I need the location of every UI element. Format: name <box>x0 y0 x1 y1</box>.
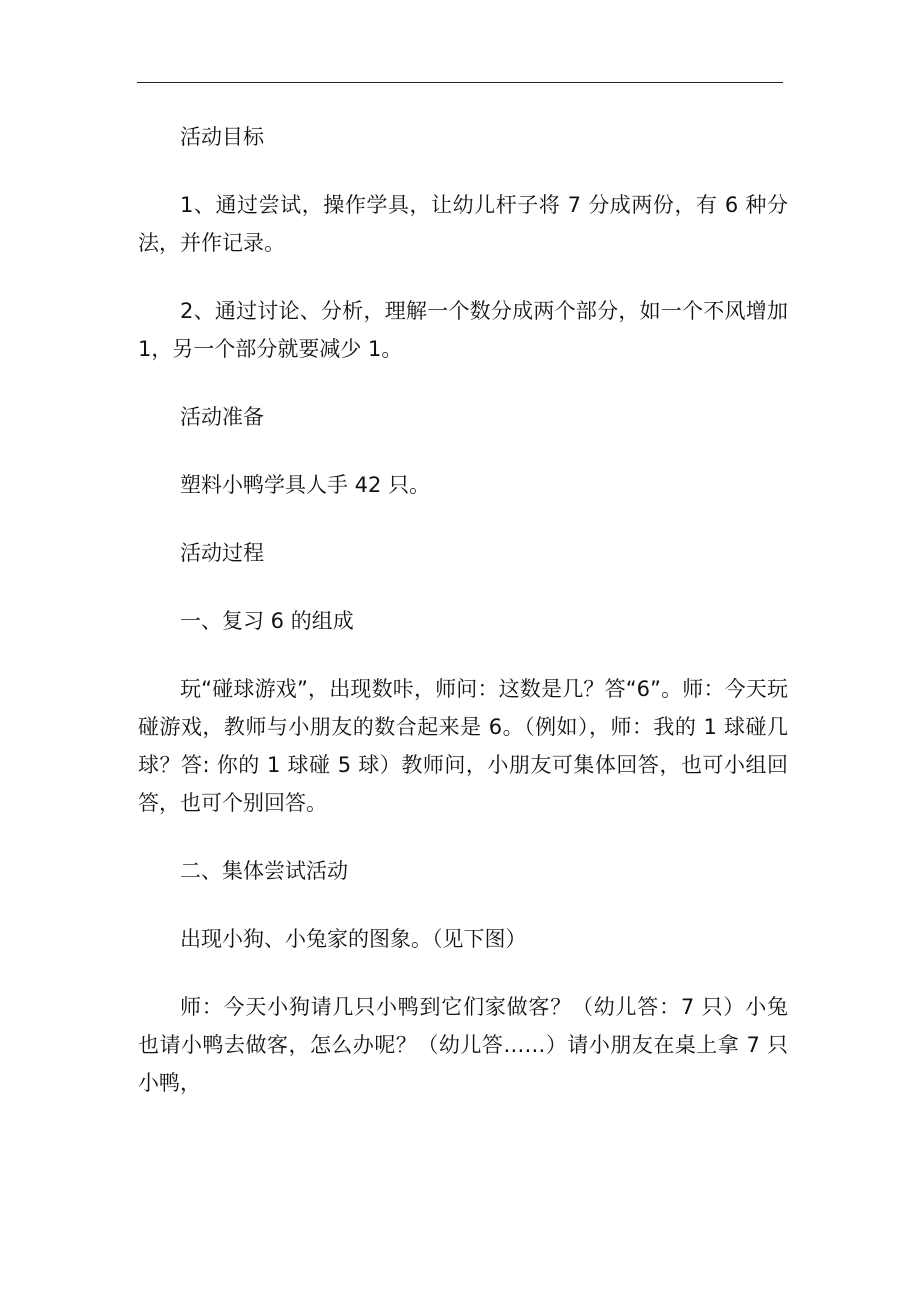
process-step-1-title: 一、复习 6 的组成 <box>180 609 354 633</box>
heading-activity-preparation: 活动准备 <box>180 405 264 429</box>
goal-item-2: 2、通过讨论、分析，理解一个数分成两个部分，如一个不风增加 1，另一个部分就要减少 1。 <box>138 299 788 361</box>
process-step-2-title: 二、集体尝试活动 <box>180 859 348 883</box>
heading-activity-process: 活动过程 <box>180 541 264 565</box>
preparation-text: 塑料小鸭学具人手 42 只。 <box>180 473 431 497</box>
document-body <box>138 118 788 1102</box>
process-step-2-text: 师：今天小狗请几只小鸭到它们家做客？（幼儿答：7 只）小兔也请小鸭去做客，怎么办呢？（幼儿答……）请小朋友在桌上拿 7 只小鸭， <box>138 995 788 1095</box>
heading-activity-goals: 活动目标 <box>180 125 264 149</box>
goal-item-1: 1、通过尝试，操作学具，让幼儿杆子将 7 分成两份，有 6 种分法，并作记录。 <box>138 193 788 255</box>
header-rule <box>137 82 783 83</box>
image-reference-text: 出现小狗、小兔家的图象。（见下图） <box>180 927 527 951</box>
process-step-1-text: 玩“碰球游戏”，出现数咔，师问：这数是几？答“6”。师：今天玩碰游戏，教师与小朋友的数合起来是 6。（例如），师：我的 1 球碰几球？答: 你的 1 球碰 5 球）教师问，小朋友可集体回答，也可小组回答，也可个别回答。 <box>138 677 788 815</box>
